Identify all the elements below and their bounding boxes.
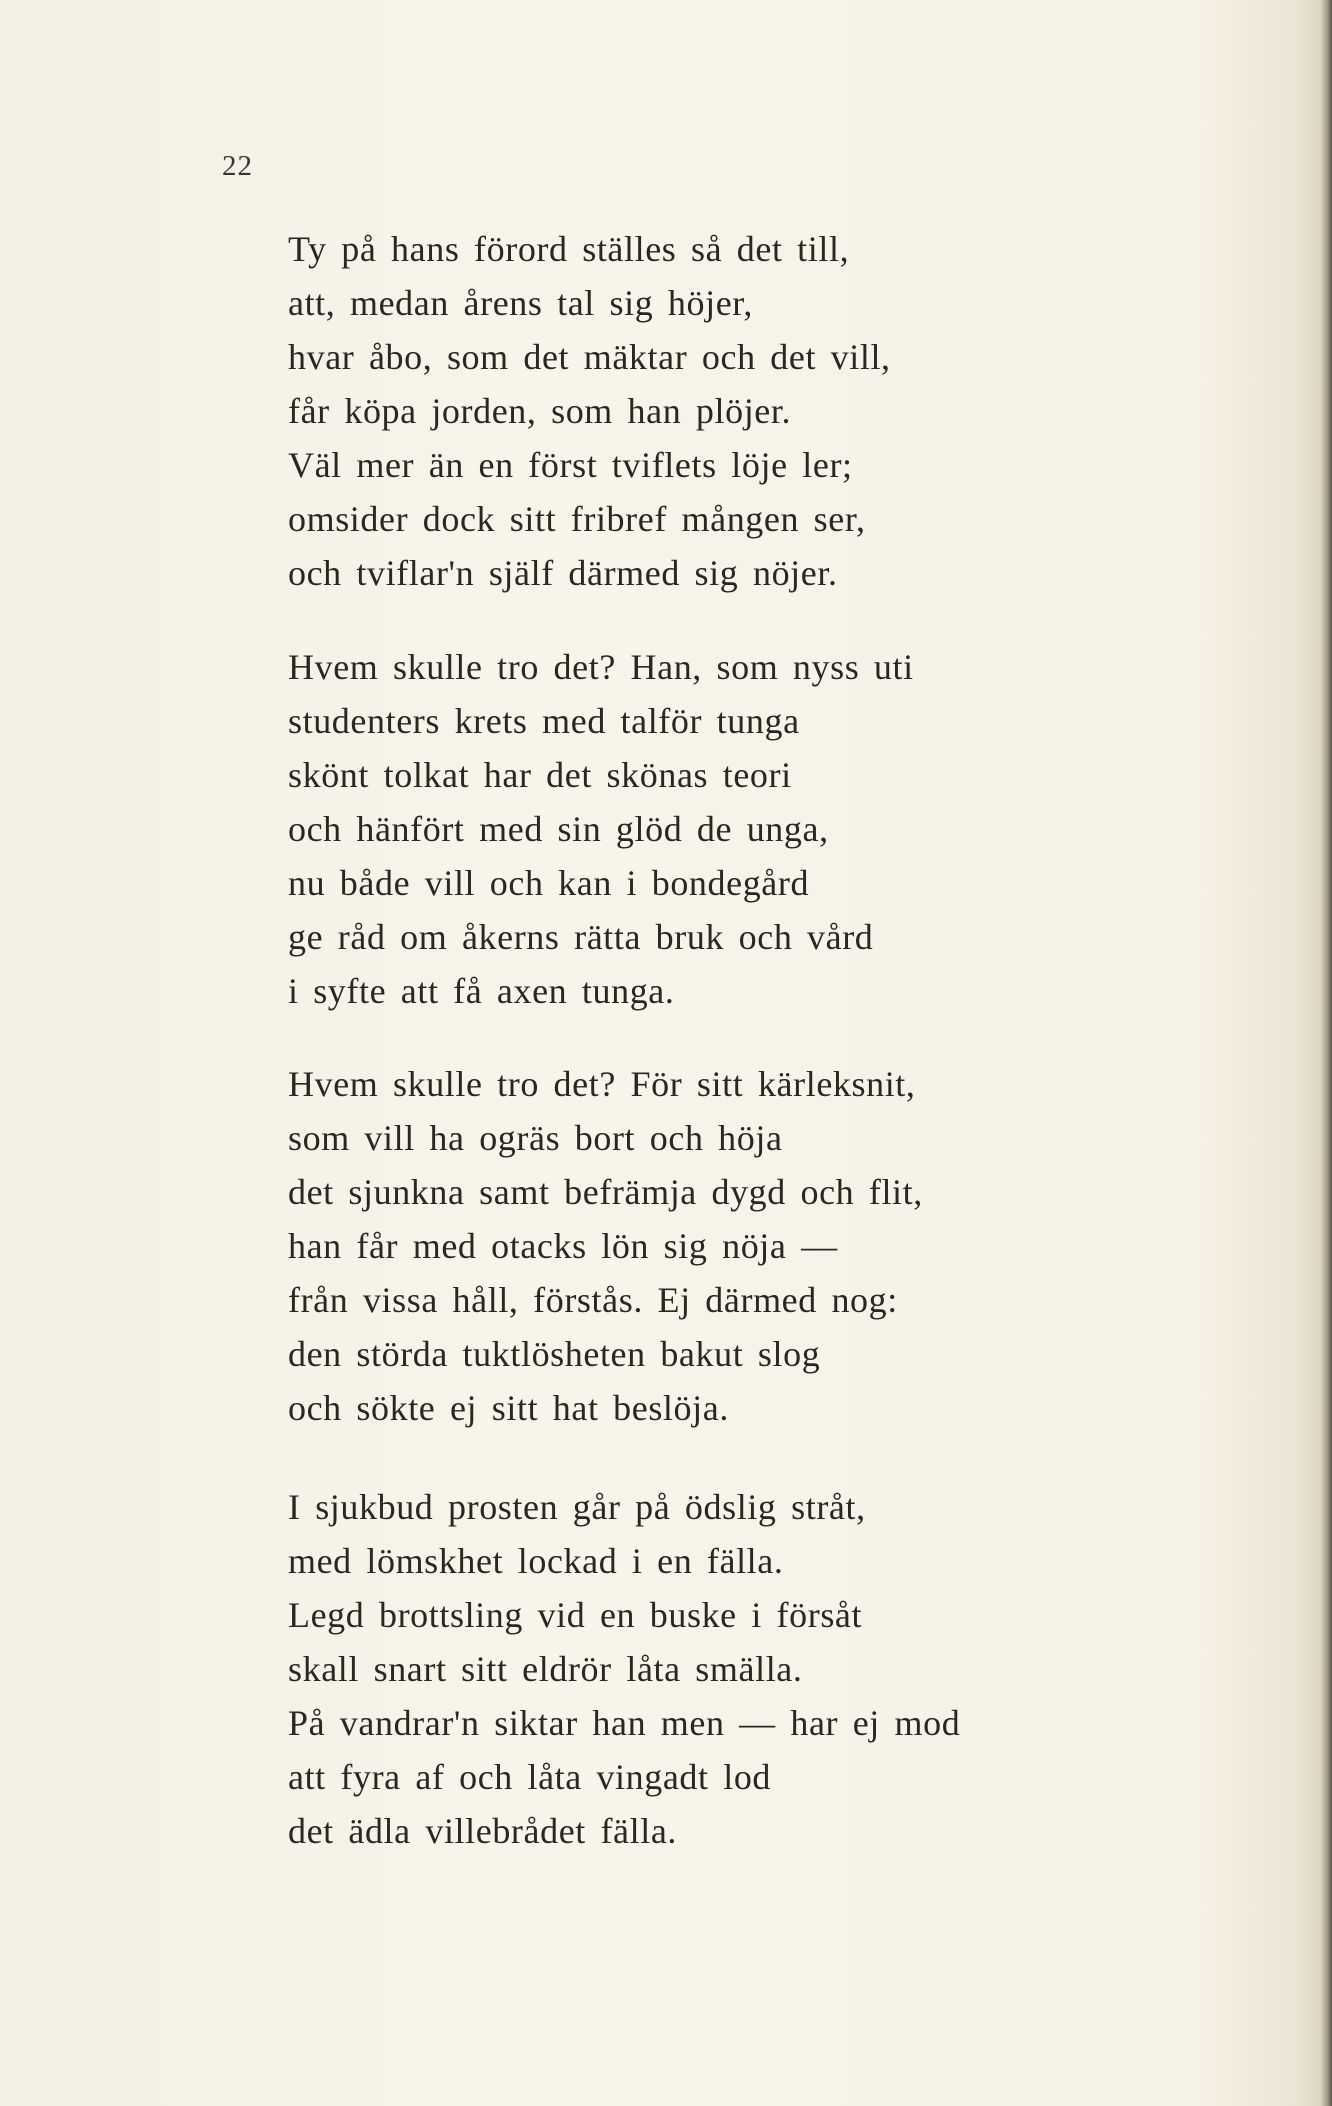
poem-line: skönt tolkat har det skönas teori <box>288 755 792 795</box>
poem-line: och sökte ej sitt hat beslöja. <box>288 1388 729 1428</box>
poem-line: det sjunkna samt befrämja dygd och flit, <box>288 1172 923 1212</box>
poem-line: Väl mer än en först tviflets löje ler; <box>288 445 853 485</box>
stanza-3 <box>288 1057 923 1435</box>
poem-line: Ty på hans förord ställes så det till, <box>288 229 850 269</box>
stanza-4 <box>288 1480 960 1858</box>
poem-line: nu både vill och kan i bondegård <box>288 863 810 903</box>
poem-line: den störda tuktlösheten bakut slog <box>288 1334 821 1374</box>
poem-line: som vill ha ogräs bort och höja <box>288 1118 783 1158</box>
poem-line: får köpa jorden, som han plöjer. <box>288 391 792 431</box>
poem-line: skall snart sitt eldrör låta smälla. <box>288 1649 803 1689</box>
poem-line: Legd brottsling vid en buske i försåt <box>288 1595 863 1635</box>
poem-line: med lömskhet lockad i en fälla. <box>288 1541 784 1581</box>
poem-line: att fyra af och låta vingadt lod <box>288 1757 772 1797</box>
page-edge-shadow <box>1320 0 1332 2106</box>
poem-line: och hänfört med sin glöd de unga, <box>288 809 829 849</box>
poem-line: det ädla villebrådet fälla. <box>288 1811 678 1851</box>
poem-line: och tviflar'n själf därmed sig nöjer. <box>288 553 838 593</box>
poem-line: Hvem skulle tro det? Han, som nyss uti <box>288 647 914 687</box>
poem-line: I sjukbud prosten går på ödslig stråt, <box>288 1487 866 1527</box>
poem-line: omsider dock sitt fribref mången ser, <box>288 499 866 539</box>
stanza-1 <box>288 222 891 600</box>
poem-line: i syfte att få axen tunga. <box>288 971 675 1011</box>
stanza-2 <box>288 640 914 1018</box>
poem-line: studenters krets med talför tunga <box>288 701 800 741</box>
poem-line: från vissa håll, förstås. Ej därmed nog: <box>288 1280 898 1320</box>
poem-line: hvar åbo, som det mäktar och det vill, <box>288 337 891 377</box>
poem-line: ge råd om åkerns rätta bruk och vård <box>288 917 874 957</box>
poem-line: han får med otacks lön sig nöja — <box>288 1226 838 1266</box>
poem-line: På vandrar'n siktar han men — har ej mod <box>288 1703 961 1743</box>
poem-line: att, medan årens tal sig höjer, <box>288 283 754 323</box>
page-number: 22 <box>222 150 253 182</box>
poem-line: Hvem skulle tro det? För sitt kärleksnit, <box>288 1064 916 1104</box>
